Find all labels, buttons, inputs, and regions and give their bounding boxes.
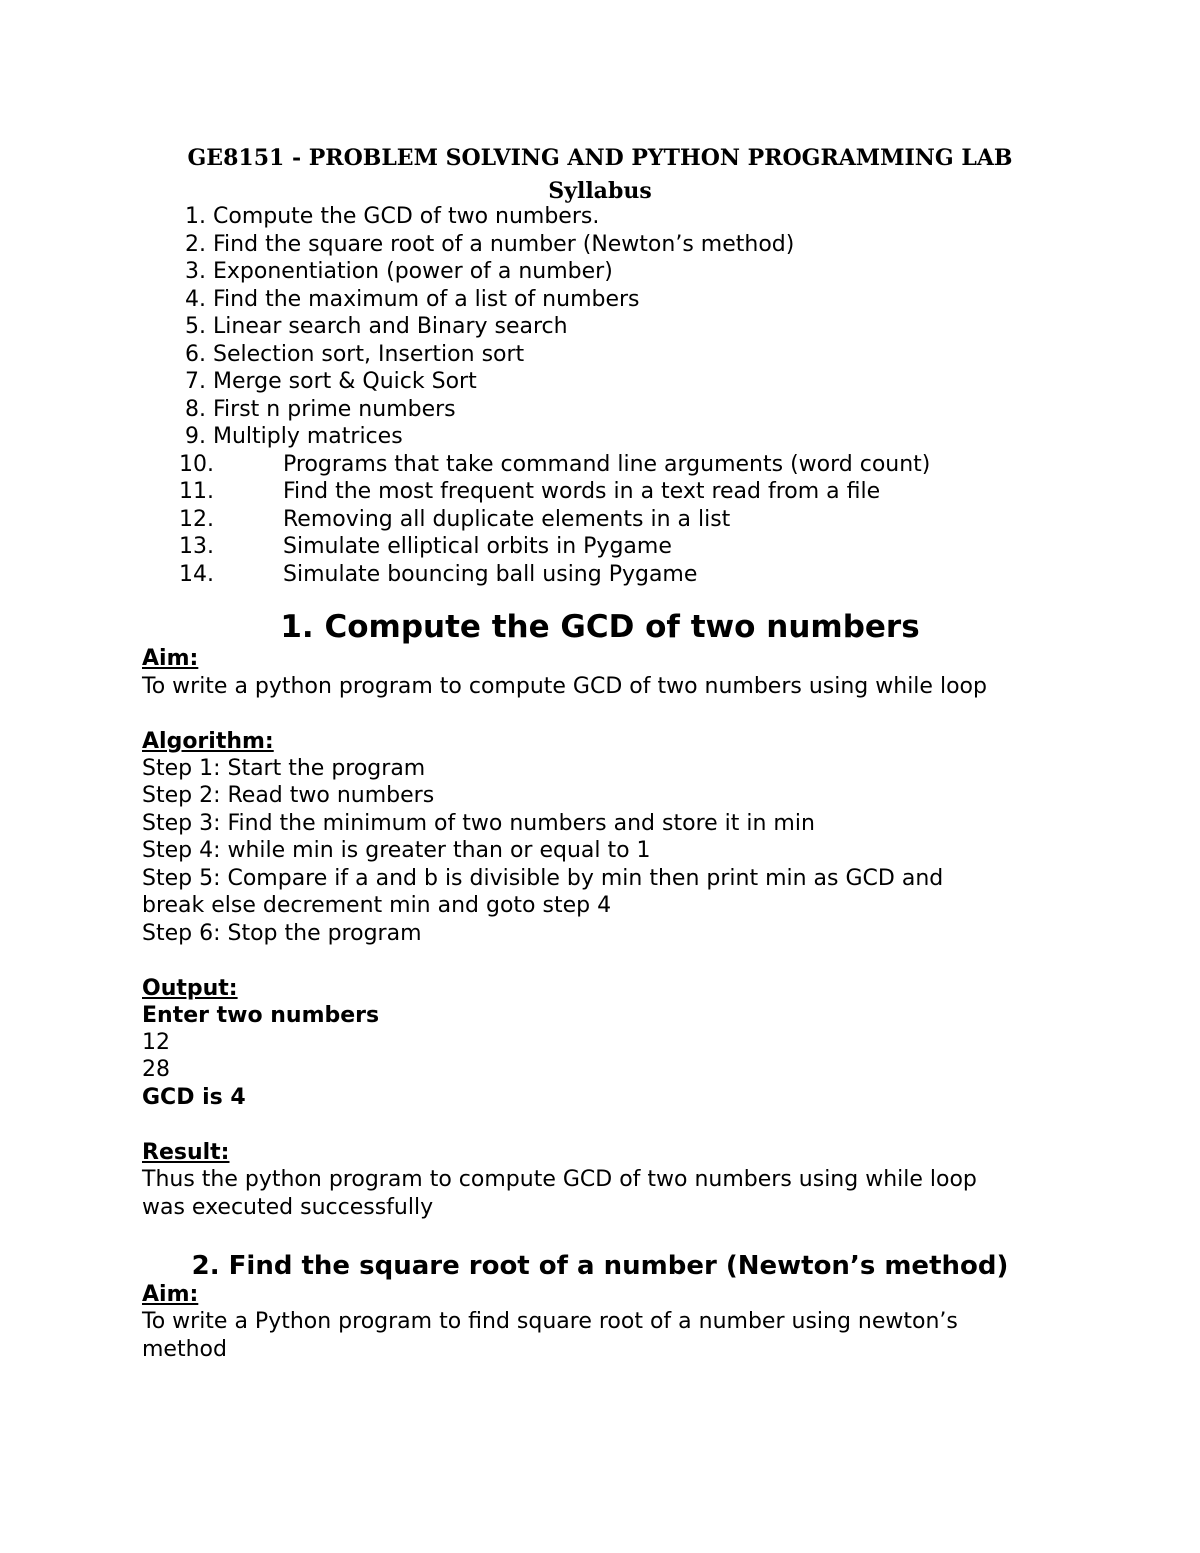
list-item-text: Removing all duplicate elements in a list [283,506,731,532]
output-label: Output: [142,976,238,1001]
list-item-number: 10. [179,451,214,477]
list-item-text: Find the most frequent words in a text read from a file [283,479,881,504]
aim-text-line-2: method [142,1337,227,1362]
algorithm-step: Step 4: while min is greater than or equal to 1 [142,838,651,863]
section-2-heading: 2. Find the square root of a number (Newton’s method) [191,1251,1009,1281]
algorithm-step: Step 1: Start the program [142,756,426,781]
list-item-number: 9. [185,424,206,449]
algorithm-step: Step 5: Compare if a and b is divisible by min then print min as GCD and [142,866,944,891]
output-result: GCD is 4 [142,1085,246,1110]
output-prompt: Enter two numbers [142,1003,380,1028]
aim-label: Aim: [142,1282,199,1307]
algorithm-step: Step 3: Find the minimum of two numbers and store it in min [142,811,815,836]
algorithm-label: Algorithm: [142,729,274,754]
list-item-number: 11. [179,479,214,504]
output-input-2: 28 [142,1057,170,1082]
list-item-text: Merge sort & Quick Sort [213,369,477,394]
document-title: GE8151 - PROBLEM SOLVING AND PYTHON PROGRAMMING LAB [187,145,1013,171]
list-item-number: 8. [185,396,206,422]
result-text-line-1: Thus the python program to compute GCD of two numbers using while loop [142,1167,977,1192]
list-item-number: 14. [179,561,214,587]
algorithm-step: break else decrement min and goto step 4 [142,893,612,918]
list-item-number: 1. [185,204,206,229]
result-label: Result: [142,1140,230,1165]
list-item-number: 12. [179,506,214,532]
list-item-number: 2. [185,231,206,257]
list-item-number: 7. [185,369,206,394]
list-item-text: Selection sort, Insertion sort [213,341,525,367]
list-item-text: Find the square root of a number (Newton’s method) [213,231,795,257]
list-item-text: Exponentiation (power of a number) [213,259,613,284]
list-item-text: Programs that take command line arguments (word count) [283,451,931,477]
list-item-number: 3. [185,259,206,284]
list-item-number: 6. [185,341,206,367]
algorithm-step: Step 6: Stop the program [142,921,422,946]
aim-text: To write a python program to compute GCD of two numbers using while loop [142,674,987,699]
syllabus-heading: Syllabus [548,178,652,204]
list-item-number: 4. [185,286,206,312]
algorithm-step: Step 2: Read two numbers [142,783,435,808]
aim-text-line-1: To write a Python program to find square root of a number using newton’s [142,1309,958,1334]
list-item-text: Linear search and Binary search [213,314,568,339]
list-item-text: Find the maximum of a list of numbers [213,286,640,312]
list-item-number: 13. [179,534,214,559]
section-1-heading: 1. Compute the GCD of two numbers [280,609,920,645]
list-item-number: 5. [185,314,206,339]
aim-label: Aim: [142,646,199,671]
output-input-1: 12 [142,1030,170,1055]
list-item-text: First n prime numbers [213,396,456,422]
list-item-text: Compute the GCD of two numbers. [213,204,600,229]
list-item-text: Simulate elliptical orbits in Pygame [283,534,672,559]
list-item-text: Multiply matrices [213,424,403,449]
list-item-text: Simulate bouncing ball using Pygame [283,561,698,587]
result-text-line-2: was executed successfully [142,1195,434,1220]
